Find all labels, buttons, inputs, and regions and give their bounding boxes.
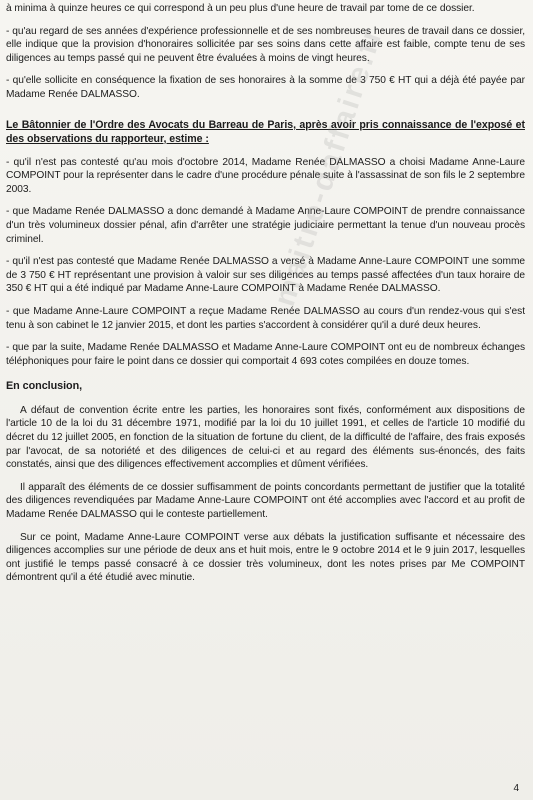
paragraph-phone-calls: - que par la suite, Madame Renée DALMASSO et Madame Anne-Laure COMPOINT ont eu de nombreux échanges téléphoniques pour faire le point dans ce dossier qui comportait 4 693 cotes compilées en douze tomes. xyxy=(6,342,525,367)
paragraph-file-review: - que Madame Renée DALMASSO a donc demandé à Madame Anne-Laure COMPOINT de prendre connaissance d'un très volumineux dossier pénal, afin d'arrêter une stratégie judiciaire permettant la tenue d'un nouveau procès criminel. xyxy=(6,206,525,245)
paragraph-experience: - qu'au regard de ses années d'expérience professionnelle et de ses nombreuses heures de travail dans ce dossier, elle indique que la provision d'honoraires sollicitée par ses soins dans cette affaire est faible, compte tenu de ses diligences au temps passé qui ne peuvent être évaluées à moins de vingt heures. xyxy=(6,25,525,64)
paragraph-fee-request: - qu'elle sollicite en conséquence la fixation de ses honoraires à la somme de 3 750 € HT qui a déjà été payée par Madame Renée DALMASSO. xyxy=(6,75,525,100)
paragraph-mandate: - qu'il n'est pas contesté qu'au mois d'octobre 2014, Madame Renée DALMASSO a choisi Madame Anne-Laure COMPOINT pour la représenter dans le cadre d'une procédure pénale suite à l'assassinat de son fils le 2 septembre 2003. xyxy=(6,156,525,195)
paragraph-meeting: - que Madame Anne-Laure COMPOINT a reçue Madame Renée DALMASSO au cours d'un rendez-vous qui s'est tenu à son cabinet le 12 janvier 2015, et dont les parties s'accordent à considérer qu'il a duré deux heures. xyxy=(6,305,525,331)
conclusion-title: En conclusion, xyxy=(6,380,83,393)
paragraph-justification: Sur ce point, Madame Anne-Laure COMPOINT verse aux débats la justification suffisante et nécessaire des diligences accomplies sur une période de deux ans et huit mois, entre le 9 octobre 2014 et le 9 juin 2017, lesquelles ont justifié le temps passé consacré à ce dossier très volumineux, dont les notes prises par Me COMPOINT démontrent qu'il a été étudié avec minutie. xyxy=(6,531,525,584)
batonnier-heading: Le Bâtonnier de l'Ordre des Avocats du Barreau de Paris, après avoir pris connaissance de l'exposé et des observations du rapporteur, estime : xyxy=(6,118,525,145)
paragraph-intro: à minima à quinze heures ce qui correspond à un peu plus d'une heure de travail par tome de ce dossier. xyxy=(6,3,475,14)
watermark: maitre-daffaire.fr xyxy=(268,21,390,311)
paragraph-legal-basis: A défaut de convention écrite entre les parties, les honoraires sont fixés, conformément aux dispositions de l'article 10 de la loi du 31 décembre 1971, modifié par la loi du 10 juillet 1991, et celles de l'article 10 modifié du décret du 12 juillet 2005, en fonction de la situation de fortune du client, de la difficulté de l'affaire, des frais exposés par l'avocat, de sa notoriété et des diligences de celui-ci et au regard des éléments sus-énoncés, des faits constatés, ainsi que des diligences effectivement accomplies et dûment vérifiées. xyxy=(6,404,525,471)
paragraph-provision: - qu'il n'est pas contesté que Madame Renée DALMASSO a versé à Madame Anne-Laure COMPOINT une somme de 3 750 € HT représentant une provision à valoir sur ses diligences au temps passé affectées d'un taux horaire de 350 € HT qui a été indiqué par Madame Anne-Laure COMPOINT à Madame Renée DALMASSO. xyxy=(6,256,525,295)
paragraph-diligences: Il apparaît des éléments de ce dossier suffisamment de points concordants permettant de justifier que la totalité des diligences revendiquées par Madame Anne-Laure COMPOINT ont été accomplies avec l'accord et au profit de Madame Renée DALMASSO qui le conteste partiellement. xyxy=(6,481,525,521)
page-number: 4 xyxy=(513,783,519,794)
document-body xyxy=(6,2,525,594)
